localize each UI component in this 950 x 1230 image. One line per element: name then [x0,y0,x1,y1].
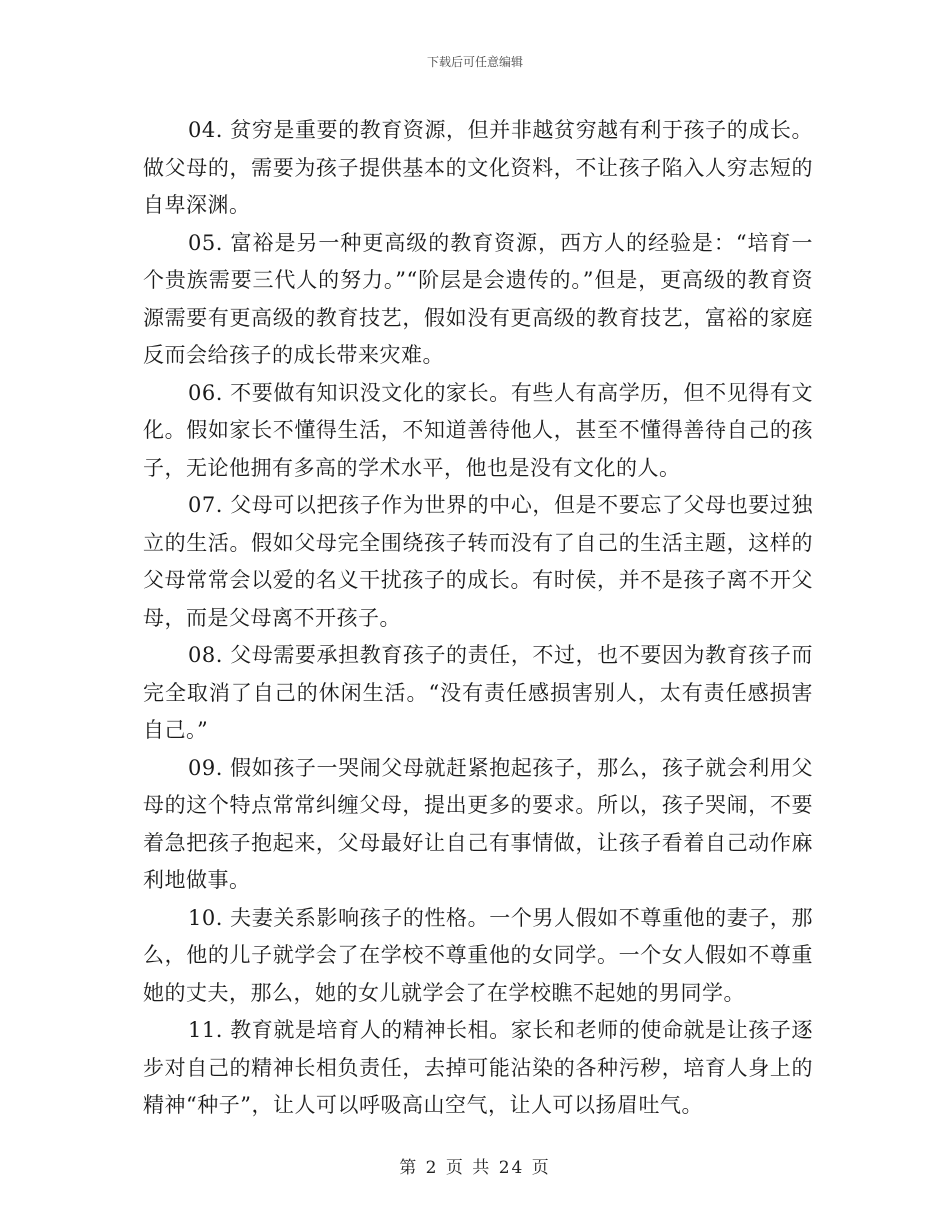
page-footer: 第 2 页 共 24 页 [399,1158,551,1178]
document-body [143,112,813,1125]
paragraph-09: 09. 假如孩子一哭闹父母就赶紧抱起孩子，那么，孩子就会利用父母的这个特点常常纠缠父母，提出更多的要求。所以，孩子哭闹，不要着急把孩子抱起来，父母最好让自己有事情做，让孩子看着自己动作麻利地做事。 [143,755,813,892]
paragraph-06: 06. 不要做有知识没文化的家长。有些人有高学历，但不见得有文化。假如家长不懂得生活，不知道善待他人，甚至不懂得善待自己的孩子，无论他拥有多高的学术水平，他也是没有文化的人。 [143,380,813,480]
paragraph-08: 08. 父母需要承担教育孩子的责任，不过，也不要因为教育孩子而完全取消了自己的休闲生活。“没有责任感损害别人，太有责任感损害自己。” [143,643,813,742]
paragraph-10: 10. 夫妻关系影响孩子的性格。一个男人假如不尊重他的妻子，那么，他的儿子就学会了在学校不尊重他的女同学。一个女人假如不尊重她的丈夫，那么，她的女儿就学会了在学校瞧不起她的男同学。 [143,905,813,1005]
paragraph-07: 07. 父母可以把孩子作为世界的中心，但是不要忘了父母也要过独立的生活。假如父母完全围绕孩子转而没有了自己的生活主题，这样的父母常常会以爱的名义干扰孩子的成长。有时侯，并不是孩子离不开父母，而是父母离不开孩子。 [143,493,813,630]
paragraph-04: 04. 贫穷是重要的教育资源，但并非越贫穷越有利于孩子的成长。做父母的，需要为孩子提供基本的文化资料，不让孩子陷入人穷志短的自卑深渊。 [143,118,813,217]
paragraph-05: 05. 富裕是另一种更高级的教育资源，西方人的经验是：“培育一个贵族需要三代人的努力。”“阶层是会遗传的。”但是，更高级的教育资源需要有更高级的教育技艺，假如没有更高级的教育技艺，富裕的家庭反而会给孩子的成长带来灾难。 [143,230,813,367]
paragraph-11: 11. 教育就是培育人的精神长相。家长和老师的使命就是让孩子逐步对自己的精神长相负责任，去掉可能沾染的各种污秽，培育人身上的精神“种子”，让人可以呼吸高山空气，让人可以扬眉吐气。 [143,1018,813,1117]
page-header: 下载后可任意编辑 [426,55,523,69]
